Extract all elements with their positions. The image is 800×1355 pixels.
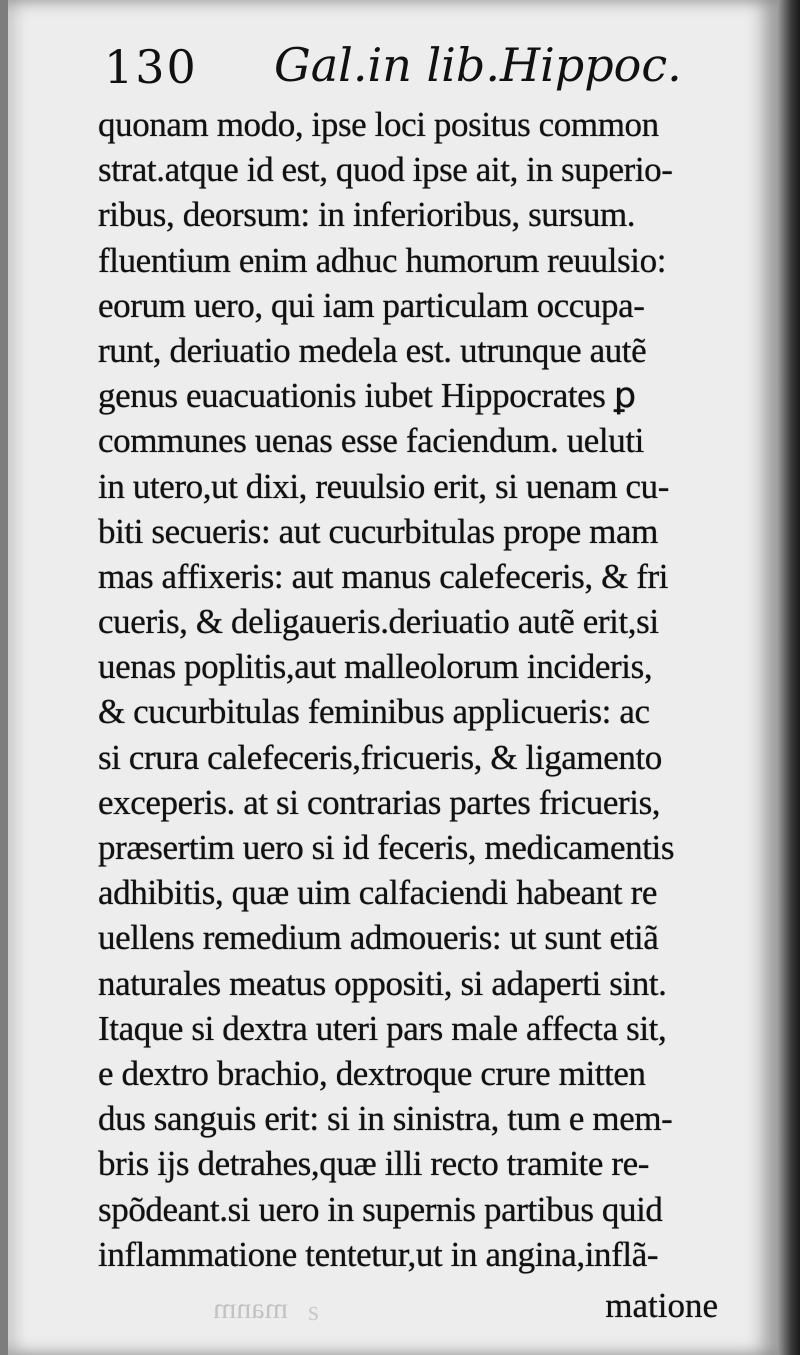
text-line: inflammatione tentetur,ut in angina,inflã- (98, 1234, 659, 1274)
text-line: communes uenas esse faciendum. ueluti (98, 421, 645, 461)
text-line: eorum uero, qui iam particulam occupa- (98, 285, 645, 325)
text-line: dus sanguis erit: si in sinistra, tum e mem- (98, 1099, 673, 1139)
running-title: Gal.in lib.Hippoc. (274, 38, 682, 92)
text-line: uenas poplitis,aut malleolorum incideris, (98, 647, 653, 687)
text-line: strat.atque id est, quod ipse ait, in superio- (98, 150, 673, 190)
bleed-through-text: manm (213, 1292, 288, 1325)
text-line: runt, deriuatio medela est. utrunque autẽ (98, 330, 647, 370)
text-line: præsertim uero si id feceris, medicamentis (98, 828, 675, 867)
book-page (8, 0, 778, 1355)
text-line: mas affixeris: aut manus calefeceris, & fri (98, 556, 669, 596)
text-line: e dextro brachio, dextroque crure mitten (98, 1053, 646, 1093)
catchword: matione (605, 1286, 718, 1325)
text-line: adhibitis, quæ uim calfaciendi habeant re (98, 873, 657, 913)
text-line: exceperis. at si contrarias partes fricueris, (98, 782, 661, 822)
text-line: in utero,ut dixi, reuulsio erit, si uenam cu- (98, 466, 670, 506)
text-line: spõdeant.si uero in supernis partibus quid (98, 1189, 663, 1229)
text-line: & cucurbitulas feminibus applicueris: ac (98, 692, 650, 732)
text-line: biti secueris: aut cucurbitulas prope mam (98, 511, 658, 551)
text-line: ribus, deorsum: in inferioribus, sursum. (98, 195, 636, 235)
page-edge-shadow (778, 0, 800, 1355)
body-text (98, 102, 770, 1277)
text-line: quonam modo, ipse loci positus common (98, 105, 659, 144)
text-line: cueris, & deligaueris.deriuatio autẽ erit,si (98, 602, 659, 642)
text-line: Itaque si dextra uteri pars male affecta sit, (98, 1008, 667, 1048)
text-line: fluentium enim adhuc humorum reuulsio: (98, 240, 667, 280)
text-line: uellens remedium admoueris: ut sunt etiã (98, 918, 659, 958)
text-line: si crura calefeceris,fricueris, & ligamento (98, 737, 662, 777)
text-line: bris ijs detrahes,quæ illi recto tramite re- (98, 1144, 649, 1184)
page-number: 130 (104, 40, 198, 94)
page-header (104, 30, 682, 110)
bleed-through-text: s (308, 1296, 319, 1327)
text-line: naturales meatus oppositi, si adaperti sint. (98, 963, 667, 1003)
text-line: genus euacuationis iubet Hippocrates ꝑ (98, 376, 636, 416)
